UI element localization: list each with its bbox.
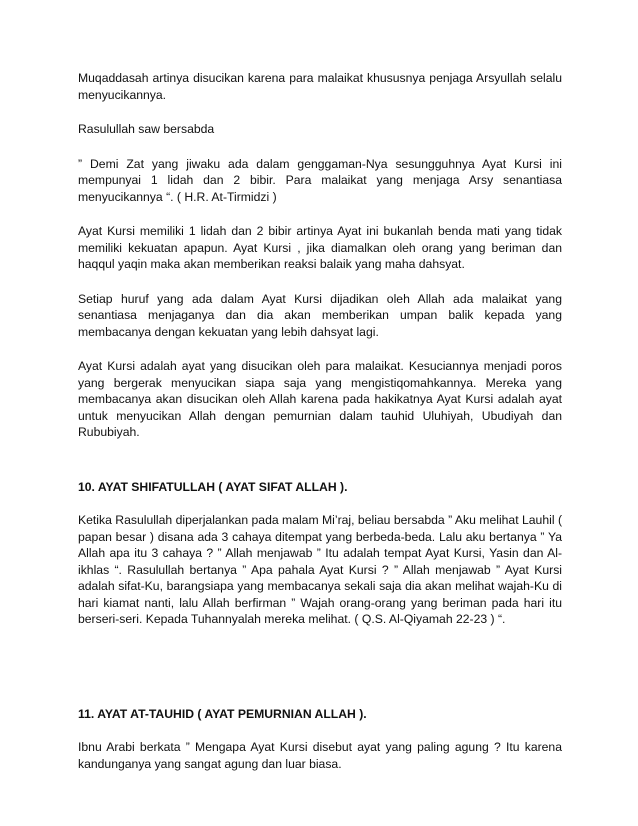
section-10-heading: 10. AYAT SHIFATULLAH ( AYAT SIFAT ALLAH ). bbox=[78, 479, 348, 494]
paragraph-setiap-huruf: Setiap huruf yang ada dalam Ayat Kursi dijadikan oleh Allah ada malaikat yang senantiasa menjaganya dan dia akan memberikan umpan balik kepada yang membacanya dengan kekuatan yang lebih dahsyat lagi. bbox=[78, 291, 562, 339]
paragraph-lidah-bibir: Ayat Kursi memiliki 1 lidah dan 2 bibir artinya Ayat ini bukanlah benda mati yang tidak memiliki kekuatan apapun. Ayat Kursi , jika diamalkan oleh orang yang beriman dan haqqul yaqin maka akan memberikan reaksi balaik yang maha dahsyat. bbox=[78, 224, 562, 271]
paragraph-hadith-quote: ” Demi Zat yang jiwaku ada dalam genggaman-Nya sesungguhnya Ayat Kursi ini mempunyai 1 lidah dan 2 bibir. Para malaikat yang menjaga Arsy senantiasa menyucikannya “. ( H.R. At-Tirmidzi ) bbox=[78, 156, 562, 204]
section-11-body: Ibnu Arabi berkata ” Mengapa Ayat Kursi disebut ayat yang paling agung ? Itu karena kandunganya yang sangat agung dan luar biasa. bbox=[78, 740, 562, 771]
section-10-body: Ketika Rasulullah diperjalankan pada malam Mi’raj, beliau bersabda ” Aku melihat Lauhil ( papan besar ) disana ada 3 cahaya ditempat yang berbeda-beda. Lalu aku bertanya ” Ya Allah apa itu 3 cahaya ? ” Allah menjawab ” Itu adalah tempat Ayat Kursi, Yasin dan Al-ikhlas “. Rasulullah bertanya ” Apa pahala Ayat Kursi ? ” Allah menjawab ” Ayat Kursi adalah sifat-Ku, barangsiapa yang membacanya sekali saja dia akan melihat wajah-Ku di hari kiamat nanti, lalu Allah berfirman ” Wajah orang-orang yang beriman pada hari itu berseri-seri. Kepada Tuhannyalah mereka melihat. ( Q.S. Al-Qiyamah 22-23 ) “. bbox=[78, 513, 562, 626]
paragraph-muqaddasah: Muqaddasah artinya disucikan karena para malaikat khususnya penjaga Arsyullah selalu menyucikannya. bbox=[78, 71, 562, 102]
spacer bbox=[78, 459, 562, 479]
paragraph-disucikan: Ayat Kursi adalah ayat yang disucikan oleh para malaikat. Kesuciannya menjadi poros yang bergerak menyucikan siapa saja yang mengistiqomahkannya. Mereka yang membacanya akan disucikan oleh Allah karena pada hakikatnya Ayat Kursi adalah ayat untuk menyucikan Allah dengan pemurnian dalam tauhid Uluhiyah, Ubudiyah dan Rububiyah. bbox=[78, 359, 562, 439]
paragraph-rasulullah-bersabda: Rasulullah saw bersabda bbox=[78, 122, 215, 136]
document-page bbox=[78, 70, 562, 790]
spacer bbox=[78, 646, 562, 706]
section-11-heading: 11. AYAT AT-TAUHID ( AYAT PEMURNIAN ALLAH ). bbox=[78, 706, 367, 721]
